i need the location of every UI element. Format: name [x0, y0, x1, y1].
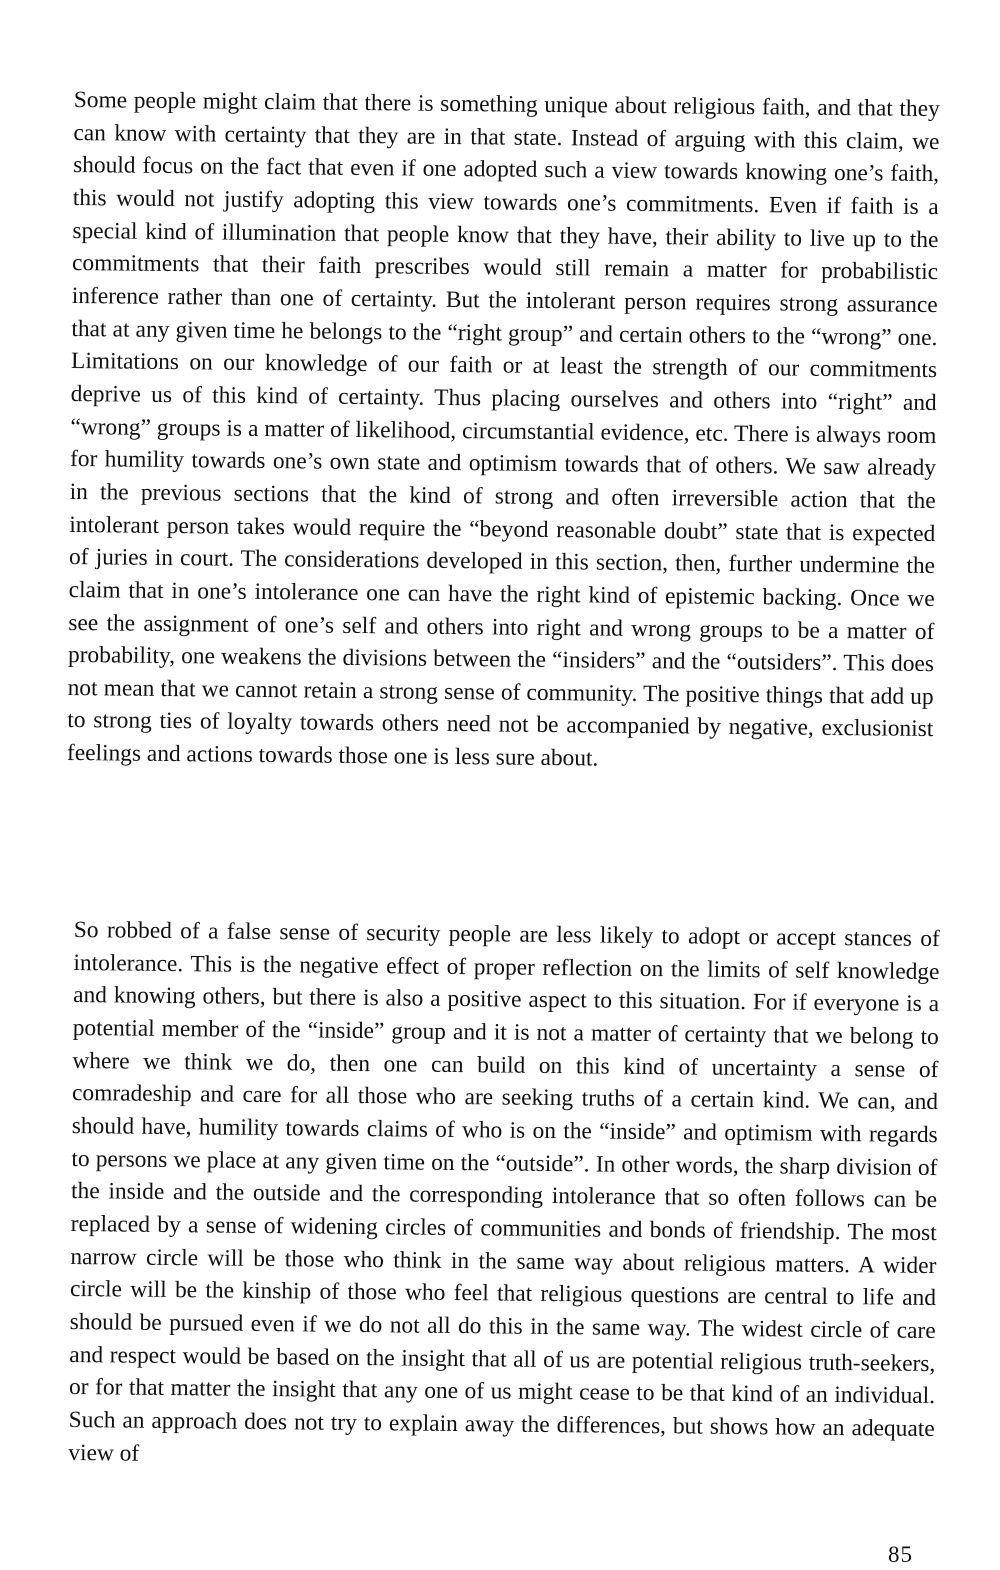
body-paragraph-2: So robbed of a false sense of security people are less likely to adopt or accept stances of intolerance. This is the negative effect of proper reflection on the limits of self knowledge and knowing others, but there is also a positive aspect to this situation. For if everyone is a potential member of the “inside” group and it is not a matter of certainty that we belong to where we think we do, then one can build on this kind of uncertainty a sense of comradeship and care for all those who are seeking truths of a certain kind. We can, and should have, humility towards claims of who is on the “inside” and optimism with regards to persons we place at any given time on the “outside”. In other words, the sharp division of the inside and the outside and the corresponding intolerance that so often follows can be replaced by a sense of widening circles of communities and bonds of friendship. The most narrow circle will be those who think in the same way about religious matters. A wider circle will be the kinship of those who feel that religious questions are central to life and should be pursued even if we do not all do this in the same way. The widest circle of care and respect would be based on the insight that all of us are potential religious truth-seekers, or for that matter the insight that any one of us might cease to be that kind of an individual. Such an approach does not try to explain away the differences, but shows how an adequate view of	[68, 916, 940, 1467]
page-number: 85	[888, 1542, 913, 1567]
body-paragraph-1: Some people might claim that there is something unique about religious faith, and that they can know with certainty that they are in that state. Instead of arguing with this claim, we should focus on the fact that even if one adopted such a view towards knowing one’s faith, this would not justify adopting this view towards one’s commitments. Even if faith is a special kind of illumination that people know that they have, their ability to live up to the commitments that their faith prescribes would still remain a matter for probabilistic inference rather than one of certainty. But the intolerant person requires strong assurance that at any given time he belongs to the “right group” and certain others to the “wrong” one. Limitations on our knowledge of our faith or at least the strength of our commitments deprive us of this kind of certainty. Thus placing ourselves and others into “right” and “wrong” groups is a matter of likelihood, circumstantial evidence, etc. There is always room for humility towards one’s own state and optimism towards that of others. We saw already in the previous sections that the kind of strong and often irreversible action that the intolerant person takes would require the “beyond reasonable doubt” state that is expected of juries in court. The considerations developed in this section, then, further undermine the claim that in one’s intolerance one can have the right kind of epistemic backing. Once we see the assignment of one’s self and others into right and wrong groups to be a matter of probability, one weakens the divisions between the “insiders” and the “outsiders”. This does not mean that we cannot retain a strong sense of community. The positive things that add up to strong ties of loyalty towards others need not be accompanied by negative, exclusionist feelings and actions towards those one is less sure about.	[66, 86, 940, 772]
